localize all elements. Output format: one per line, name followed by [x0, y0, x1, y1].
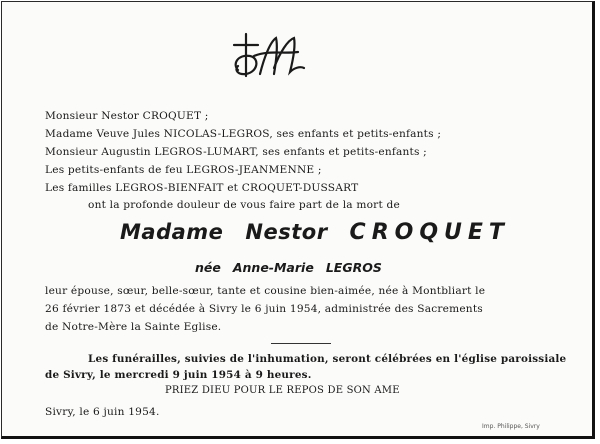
nee-prefix: née	[195, 260, 221, 275]
funeral-notice-card	[1, 1, 595, 439]
announcer-line: Monsieur Nestor CROQUET ;	[45, 110, 209, 122]
body-line: 26 février 1873 et décédée à Sivry le 6 juin 1954, administrée des Sacrements	[45, 303, 483, 315]
maiden-name	[195, 260, 382, 275]
announcer-line: Madame Veuve Jules NICOLAS-LEGROS, ses enfants et petits-enfants ;	[45, 128, 442, 140]
maiden-surname: LEGROS	[325, 260, 382, 275]
deceased-surname: CROQUET	[349, 220, 510, 245]
prayer-line: PRIEZ DIEU POUR LE REPOS DE SON AME	[165, 385, 400, 396]
funeral-line: de Sivry, le mercredi 9 juin 1954 à 9 heures.	[45, 369, 312, 381]
maiden-given-name: Anne-Marie	[232, 260, 314, 275]
body-line: leur épouse, sœur, belle-sœur, tante et cousine bien-aimée, née à Montbliart le	[45, 285, 486, 297]
announcer-line: Les petits-enfants de feu LEGROS-JEANMENNE ;	[45, 164, 322, 176]
deceased-first-name: Nestor	[245, 220, 328, 244]
announcer-line: Les familles LEGROS-BIENFAIT et CROQUET-DUSSART	[45, 182, 359, 194]
body-line: de Notre-Mère la Sainte Eglise.	[45, 321, 222, 333]
announcement-line: ont la profonde douleur de vous faire part de la mort de	[88, 199, 400, 211]
cross-monogram-emblem	[224, 28, 310, 84]
divider	[271, 343, 331, 344]
place-date: Sivry, le 6 juin 1954.	[45, 406, 160, 418]
funeral-line: Les funérailles, suivies de l'inhumation, seront célébrées en l'église paroissiale	[88, 353, 567, 365]
deceased-name	[120, 220, 510, 245]
printer-credit: Imp. Philippe, Sivry	[482, 423, 540, 430]
deceased-title: Madame	[120, 220, 224, 244]
announcer-line: Monsieur Augustin LEGROS-LUMART, ses enfants et petits-enfants ;	[45, 146, 427, 158]
